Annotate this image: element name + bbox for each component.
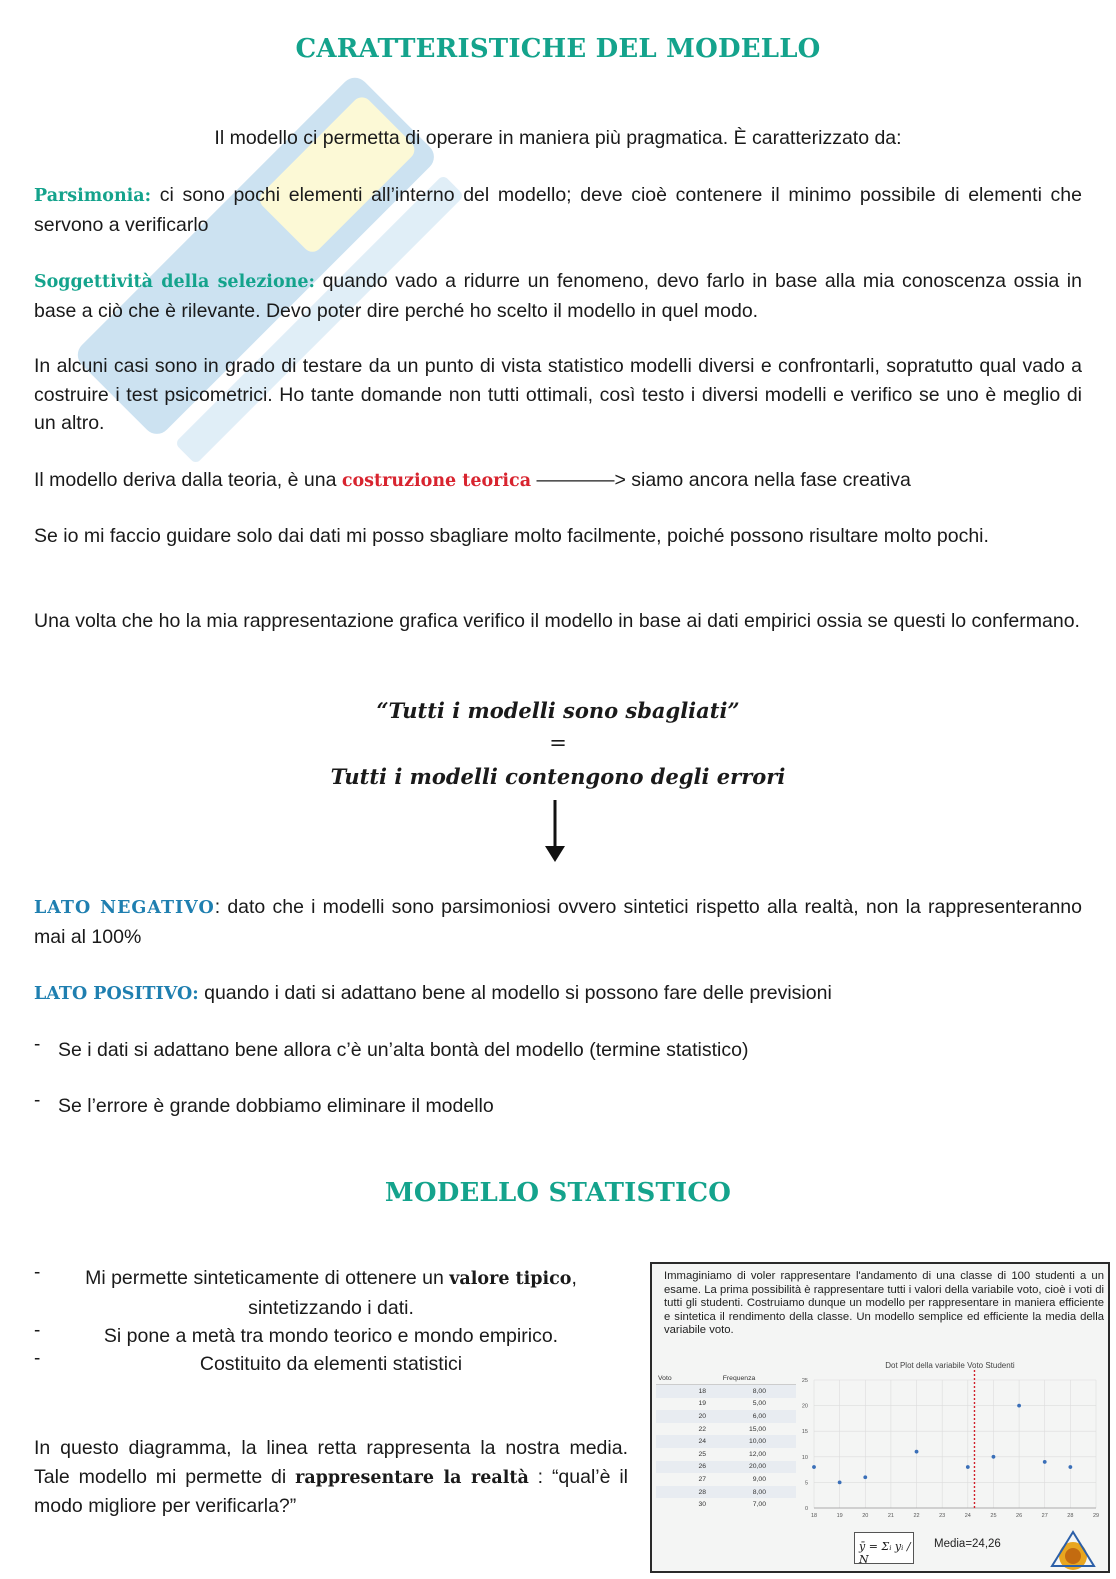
parsimonia-paragraph bbox=[34, 181, 1082, 239]
table-cell-frequenza: 8,00 bbox=[752, 1387, 766, 1395]
y-tick-label: 0 bbox=[804, 1506, 808, 1512]
media-label: Media=24,26 bbox=[934, 1538, 1001, 1550]
arrow-down-icon bbox=[540, 800, 570, 866]
costruzione-teorica-term: costruzione teorica bbox=[341, 471, 532, 491]
table-cell-voto: 25 bbox=[698, 1450, 706, 1458]
table-row bbox=[656, 1385, 796, 1398]
quote-line-1: “Tutti i modelli sono sbagliati” bbox=[376, 698, 740, 723]
soggettivita-term: Soggettività della selezione: bbox=[34, 272, 315, 292]
formula-text: ȳ = Σᵢ yᵢ / N bbox=[859, 1540, 911, 1566]
ms-item1-post: , bbox=[571, 1267, 577, 1289]
table-header bbox=[656, 1372, 796, 1385]
data-point bbox=[838, 1481, 842, 1485]
table-row bbox=[656, 1423, 796, 1436]
table-row bbox=[656, 1410, 796, 1423]
formula-box bbox=[854, 1532, 914, 1564]
data-point bbox=[992, 1455, 996, 1459]
embedded-slide-image bbox=[650, 1262, 1110, 1573]
ms-list-item-2: Si pone a metà tra mondo teorico e mondo empirico. bbox=[103, 1325, 559, 1347]
sun-logo-icon bbox=[1046, 1526, 1100, 1572]
ms-list-item-3: Costituito da elementi statistici bbox=[199, 1353, 463, 1375]
verifica-paragraph: Una volta che ho la mia rappresentazione grafica verifico il modello in base ai dati empirici ossia se questi lo confermano. bbox=[34, 610, 1080, 632]
quote-line-2: Tutti i modelli contengono degli errori bbox=[330, 764, 786, 789]
diagram-paragraph bbox=[34, 1434, 628, 1521]
alcuni-casi-paragraph: In alcuni casi sono in grado di testare da un punto di vista statistico modelli diversi e confrontarli, sopratutto qual vado a costruire i test psicometrici. Ho tante domande non tutti ottimali, così testo i diversi modelli e verifico se uno è meglio di un altro. bbox=[34, 355, 1082, 434]
dati-paragraph: Se io mi faccio guidare solo dai dati mi posso sbagliare molto facilmente, poiché possono risultare molto pochi. bbox=[34, 525, 989, 547]
rappresentare-realta-term: rappresentare la realtà bbox=[295, 1467, 529, 1488]
page-title: CARATTERISTICHE DEL MODELLO bbox=[295, 34, 821, 64]
bullet-dash: - bbox=[34, 1090, 41, 1111]
deriva-pre: Il modello deriva dalla teoria, è una bbox=[34, 469, 342, 491]
slide-text: Immaginiamo di voler rappresentare l'andamento di una classe di 100 studenti a un esame. La prima possibilità è rappresentare tutti i valori della variabile voto, cioè i voti di tutti gli studenti. Costruiamo dunque un modello per rappresentare in maniera efficiente e sintetica il rendimento della classe. Un modello semplice ed efficiente la media della variabile voto. bbox=[664, 1270, 1104, 1337]
table-cell-frequenza: 6,00 bbox=[752, 1412, 766, 1420]
soggettivita-paragraph bbox=[34, 267, 1082, 325]
x-tick-label: 22 bbox=[913, 1513, 920, 1519]
bullet-dash: - bbox=[34, 1034, 41, 1055]
chart-title: Dot Plot della variabile Voto Studenti bbox=[885, 1361, 1015, 1370]
x-tick-label: 24 bbox=[964, 1513, 971, 1519]
table-cell-voto: 28 bbox=[698, 1488, 706, 1496]
x-tick-label: 29 bbox=[1092, 1513, 1100, 1519]
table-header-cell: Voto bbox=[658, 1374, 672, 1382]
positivo-text: quando i dati si adattano bene al modello si possono fare delle previsioni bbox=[198, 982, 832, 1004]
data-point bbox=[1043, 1460, 1047, 1464]
x-tick-label: 26 bbox=[1016, 1513, 1023, 1519]
data-point bbox=[812, 1465, 816, 1469]
y-tick-label: 25 bbox=[801, 1378, 808, 1384]
table-cell-frequenza: 15,00 bbox=[748, 1425, 766, 1433]
negativo-text: : dato che i modelli sono parsimoniosi ovvero sintetici rispetto alla realtà, non la rappresenteranno mai al 100% bbox=[34, 896, 1082, 948]
list-dash: - bbox=[34, 1262, 41, 1283]
y-tick-label: 20 bbox=[801, 1403, 808, 1410]
bullet-item: Se i dati si adattano bene allora c’è un’alta bontà del modello (termine statistico) bbox=[58, 1039, 749, 1061]
table-cell-voto: 30 bbox=[698, 1501, 706, 1509]
table-cell-frequenza: 10,00 bbox=[748, 1438, 766, 1446]
data-point bbox=[915, 1450, 919, 1454]
data-point bbox=[1068, 1465, 1072, 1469]
table-row bbox=[656, 1448, 796, 1461]
list-dash: - bbox=[34, 1320, 41, 1341]
table-cell-voto: 27 bbox=[698, 1475, 706, 1483]
table-cell-frequenza: 5,00 bbox=[752, 1400, 766, 1408]
x-tick-label: 21 bbox=[887, 1513, 894, 1519]
section-title-modello-statistico: MODELLO STATISTICO bbox=[384, 1178, 732, 1208]
positivo-paragraph bbox=[34, 979, 1082, 1009]
negativo-term: LATO NEGATIVO bbox=[34, 898, 215, 918]
x-tick-label: 25 bbox=[990, 1513, 997, 1519]
table-cell-voto: 19 bbox=[698, 1400, 706, 1408]
y-tick-label: 5 bbox=[804, 1480, 808, 1487]
table-row bbox=[656, 1486, 796, 1499]
bullet-item: Se l’errore è grande dobbiamo eliminare il modello bbox=[58, 1095, 494, 1117]
dot-plot-chart bbox=[792, 1354, 1108, 1524]
deriva-paragraph bbox=[34, 466, 1082, 496]
intro-text: Il modello ci permetta di operare in maniera più pragmatica. È caratterizzato da: bbox=[214, 127, 902, 149]
quote-equals: = bbox=[549, 731, 567, 755]
table-cell-voto: 26 bbox=[698, 1463, 706, 1471]
table-cell-voto: 20 bbox=[698, 1412, 706, 1420]
table-row bbox=[656, 1473, 796, 1486]
table-cell-frequenza: 8,00 bbox=[752, 1488, 766, 1496]
table-cell-frequenza: 9,00 bbox=[752, 1475, 766, 1483]
table-cell-voto: 24 bbox=[698, 1438, 706, 1446]
deriva-post: ————> siamo ancora nella fase creativa bbox=[531, 469, 911, 491]
positivo-term: LATO POSITIVO: bbox=[34, 984, 199, 1004]
ms-item1-line2: sintetizzando i dati. bbox=[248, 1296, 414, 1319]
soggettivita-text: quando vado a ridurre un fenomeno, devo farlo in base alla mia conoscenza ossia in base a ciò che è rilevante. Devo poter dire perché ho scelto il modello in quel modo. bbox=[34, 270, 1082, 322]
table-cell-frequenza: 20,00 bbox=[748, 1463, 766, 1471]
valore-tipico-term: valore tipico bbox=[449, 1269, 572, 1289]
diagram-pre: In questo diagramma, la linea retta rappresenta la nostra media. Tale modello mi permette di bbox=[34, 1437, 628, 1488]
table-cell-frequenza: 12,00 bbox=[748, 1450, 766, 1458]
table-cell-voto: 18 bbox=[698, 1387, 706, 1395]
data-point bbox=[1017, 1404, 1021, 1408]
x-tick-label: 27 bbox=[1041, 1513, 1048, 1519]
x-tick-label: 18 bbox=[810, 1513, 818, 1519]
table-cell-voto: 22 bbox=[698, 1425, 706, 1433]
diagram-post: : “qual’è il modo migliore per verificarla?” bbox=[34, 1465, 629, 1517]
data-point bbox=[863, 1475, 867, 1479]
table-body bbox=[656, 1385, 796, 1511]
table-row bbox=[656, 1498, 796, 1511]
table-header-cell: Frequenza bbox=[722, 1374, 756, 1382]
x-tick-label: 19 bbox=[836, 1513, 843, 1519]
parsimonia-term: Parsimonia: bbox=[34, 186, 152, 206]
y-tick-label: 10 bbox=[801, 1454, 808, 1461]
negativo-paragraph bbox=[34, 893, 1082, 951]
table-row bbox=[656, 1435, 796, 1448]
data-point bbox=[966, 1465, 970, 1469]
parsimonia-text: ci sono pochi elementi all’interno del modello; deve cioè contenere il minimo possibile di elementi che servono a verificarlo bbox=[34, 184, 1082, 236]
frequency-table bbox=[656, 1372, 796, 1511]
table-row bbox=[656, 1461, 796, 1474]
table-cell-frequenza: 7,00 bbox=[752, 1501, 766, 1509]
ms-item1-pre: Mi permette sinteticamente di ottenere un bbox=[85, 1267, 450, 1289]
x-tick-label: 28 bbox=[1067, 1513, 1074, 1519]
x-tick-label: 23 bbox=[939, 1513, 946, 1519]
ms-list-item-1 bbox=[34, 1264, 628, 1322]
table-row bbox=[656, 1398, 796, 1411]
list-dash: - bbox=[34, 1348, 41, 1369]
y-tick-label: 15 bbox=[801, 1429, 808, 1436]
x-tick-label: 20 bbox=[862, 1513, 869, 1519]
